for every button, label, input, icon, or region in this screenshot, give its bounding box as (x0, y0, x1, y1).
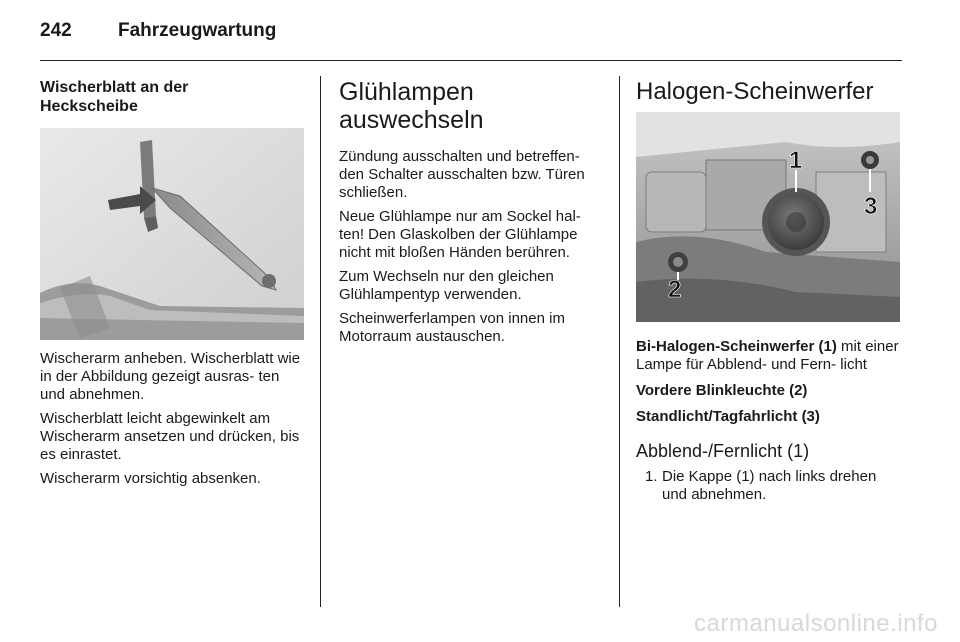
paragraph: Zündung ausschalten und betreffen‐ den Schalter ausschalten bzw. Türen schließen. (339, 148, 585, 201)
paragraph: Wischerarm anheben. Wischerblatt wie in der Abbildung gezeigt ausras‐ ten und abnehmen. (40, 350, 301, 403)
heading-line: Wischerblatt an der (40, 79, 189, 96)
headlight-engine-bay-illustration (636, 112, 900, 322)
column-halogen-headlight (636, 78, 904, 504)
column-divider-1 (320, 76, 321, 607)
step-item (636, 468, 904, 504)
callout-3: 3 (864, 193, 878, 220)
page-header (40, 18, 902, 58)
legend-item-1 (636, 338, 904, 374)
column-divider-2 (619, 76, 620, 607)
paragraph: Neue Glühlampe nur am Sockel hal‐ ten! Den Glaskolben der Glühlampe nicht mit bloßen Händen berühren. (339, 208, 581, 261)
section-heading-bulbs (339, 78, 605, 134)
column-bulb-replacement (339, 78, 605, 346)
paragraph: Zum Wechseln nur den gleichen Glühlampentyp verwenden. (339, 268, 554, 303)
watermark: carmanualsonline.info (694, 610, 938, 637)
step-text: Die Kappe (1) nach links drehen und abnehmen. (662, 468, 877, 503)
legend-item-label: Bi-Halogen-Scheinwerfer (1) (636, 338, 837, 355)
legend-item-2: Vordere Blinkleuchte (2) (636, 382, 808, 399)
step-number: 1. (645, 468, 658, 485)
page-title: Fahrzeugwartung (118, 20, 277, 41)
section-heading-rear-wiper (40, 78, 304, 116)
column-wiper-blade (40, 78, 304, 488)
callout-1: 1 (789, 147, 803, 174)
heading-line: auswechseln (339, 106, 484, 134)
instruction-steps (636, 468, 904, 504)
legend-item-description: mit einer Lampe für Abblend- und Fern‐ licht (636, 338, 899, 373)
heading-line: Glühlampen (339, 78, 474, 106)
paragraph: Wischerarm vorsichtig absenken. (40, 470, 261, 487)
heading-line: Heckscheibe (40, 98, 138, 115)
header-divider (40, 60, 902, 61)
section-heading-halogen: Halogen-Scheinwerfer (636, 78, 874, 105)
subheading-low-high-beam: Abblend-/Fernlicht (1) (636, 441, 810, 461)
page-number: 242 (40, 20, 72, 41)
callout-2: 2 (668, 276, 682, 303)
paragraph: Scheinwerferlampen von innen im Motorraum austauschen. (339, 310, 565, 345)
rear-wiper-illustration (40, 128, 304, 340)
legend-item-3: Standlicht/Tagfahrlicht (3) (636, 408, 820, 425)
paragraph: Wischerblatt leicht abgewinkelt am Wischerarm ansetzen und drücken, bis es einrastet. (40, 410, 300, 463)
